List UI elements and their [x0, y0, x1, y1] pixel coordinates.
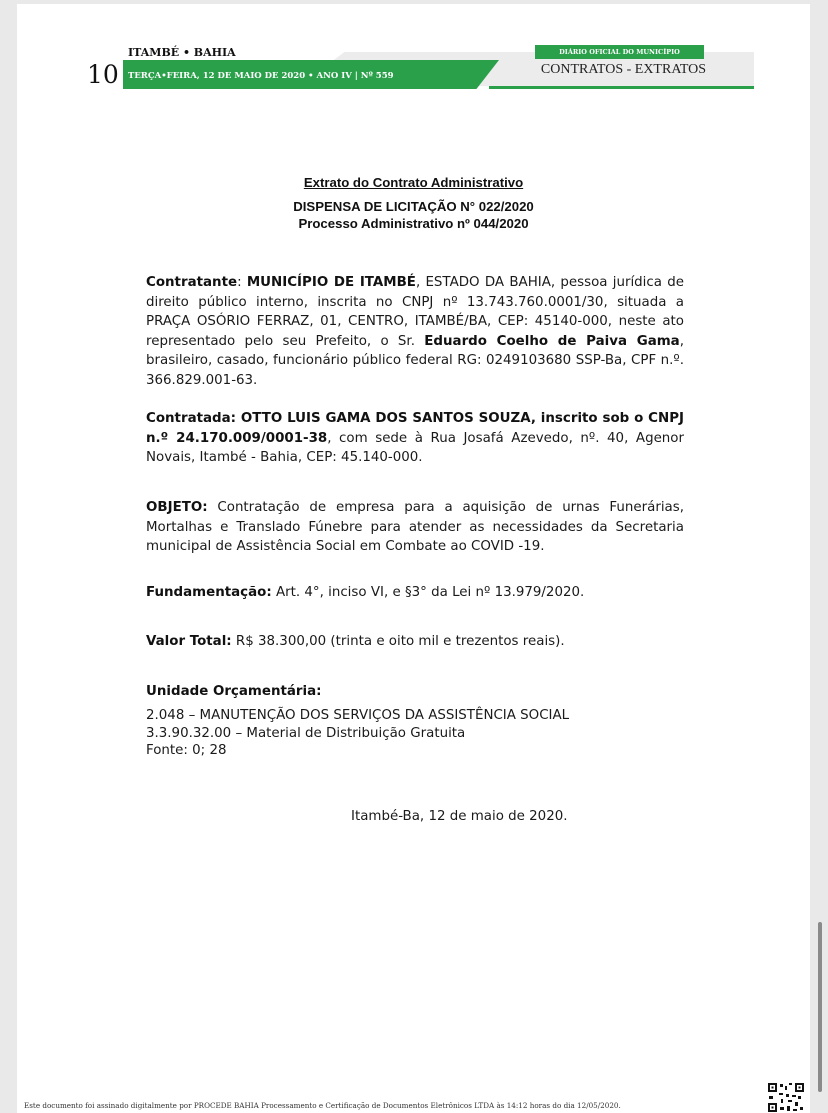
header-green-rule	[489, 86, 754, 89]
valor-label: Valor Total:	[146, 634, 232, 649]
objeto-text: Contratação de empresa para a aquisição de urnas Funerárias, Mortalhas e Translado Fúnebre para atender as necessidades da Secretaria municipal de Assistência Social em Combate ao COVID -19.	[146, 500, 684, 555]
objeto-paragraph	[146, 498, 684, 557]
contratante-text-1: , ESTADO DA BAHIA, pessoa jurídica de direito público interno, inscrita no CNPJ nº 13.743.760.0001/30, situada a PRAÇA OSÓRIO FERRAZ, 01, CENTRO, ITAMBÉ/BA, CEP: 45140-000, neste ato representado pelo seu Prefeito, o Sr.	[146, 275, 684, 349]
unidade-line: 2.048 – MANUTENÇÃO DOS SERVIÇOS DA ASSISTÊNCIA SOCIAL	[146, 708, 570, 723]
extract-title: Extrato do Contrato Administrativo	[303, 175, 524, 190]
dispensa-title: DISPENSA DE LICITAÇÃO N° 022/2020	[293, 199, 534, 214]
qr-code-icon	[767, 1082, 805, 1113]
vertical-scrollbar[interactable]	[818, 922, 822, 1092]
contratada-text: , com sede à Rua Josafá Azevedo, nº. 40, Agenor Novais, Itambé - Bahia, CEP: 45.140-000.	[146, 430, 684, 466]
page-number: 10	[87, 60, 119, 89]
contratante-text-2: , brasileiro, casado, funcionário público federal RG: 0249103680 SSP-Ba, CPF n.º. 366.829.001-63.	[146, 333, 684, 388]
unidade-lines	[146, 707, 706, 760]
header-date-line: TERÇA•FEIRA, 12 DE MAIO DE 2020 • ANO IV | Nº 559	[128, 71, 394, 81]
representative-name: Eduardo Coelho de Paiva Gama	[424, 333, 680, 349]
contratante-paragraph	[146, 273, 684, 391]
valor-paragraph	[146, 632, 684, 652]
objeto-label: OBJETO:	[146, 500, 208, 515]
signature-date: Itambé-Ba, 12 de maio de 2020.	[351, 809, 568, 824]
valor-text: R$ 38.300,00 (trinta e oito mil e trezentos reais).	[231, 634, 565, 649]
contratante-sep: :	[237, 275, 247, 290]
contratada-bold: Contratada: OTTO LUIS GAMA DOS SANTOS SOUZA, inscrito sob o CNPJ n.º 24.170.009/0001-38	[146, 411, 684, 446]
fundamentacao-label: Fundamentação:	[146, 585, 272, 600]
fundamentacao-paragraph	[146, 583, 684, 603]
unidade-label: Unidade Orçamentária:	[146, 684, 322, 699]
unidade-heading	[146, 682, 684, 702]
fundamentacao-text: Art. 4°, inciso VI, e §3° da Lei nº 13.979/2020.	[271, 585, 585, 600]
document-page	[17, 4, 810, 1113]
processo-title: Processo Administrativo nº 044/2020	[298, 216, 529, 231]
digital-signature-footer: Este documento foi assinado digitalmente por PROCEDE BAHIA Processamento e Certificação de Documentos Eletrônicos LTDA às 14:12 horas do dia 12/05/2020.	[24, 1101, 621, 1110]
header-city: ITAMBÉ • BAHIA	[128, 46, 236, 59]
unidade-line: Fonte: 0; 28	[146, 743, 227, 758]
contratada-paragraph	[146, 409, 684, 468]
diario-oficial-label: DIÁRIO OFICIAL DO MUNICÍPIO	[535, 45, 704, 59]
section-title: CONTRATOS - EXTRATOS	[540, 62, 707, 77]
contratante-label: Contratante	[146, 275, 238, 290]
unidade-line: 3.3.90.32.00 – Material de Distribuição Gratuita	[146, 725, 466, 741]
contratante-name: MUNICÍPIO DE ITAMBÉ	[246, 275, 416, 290]
